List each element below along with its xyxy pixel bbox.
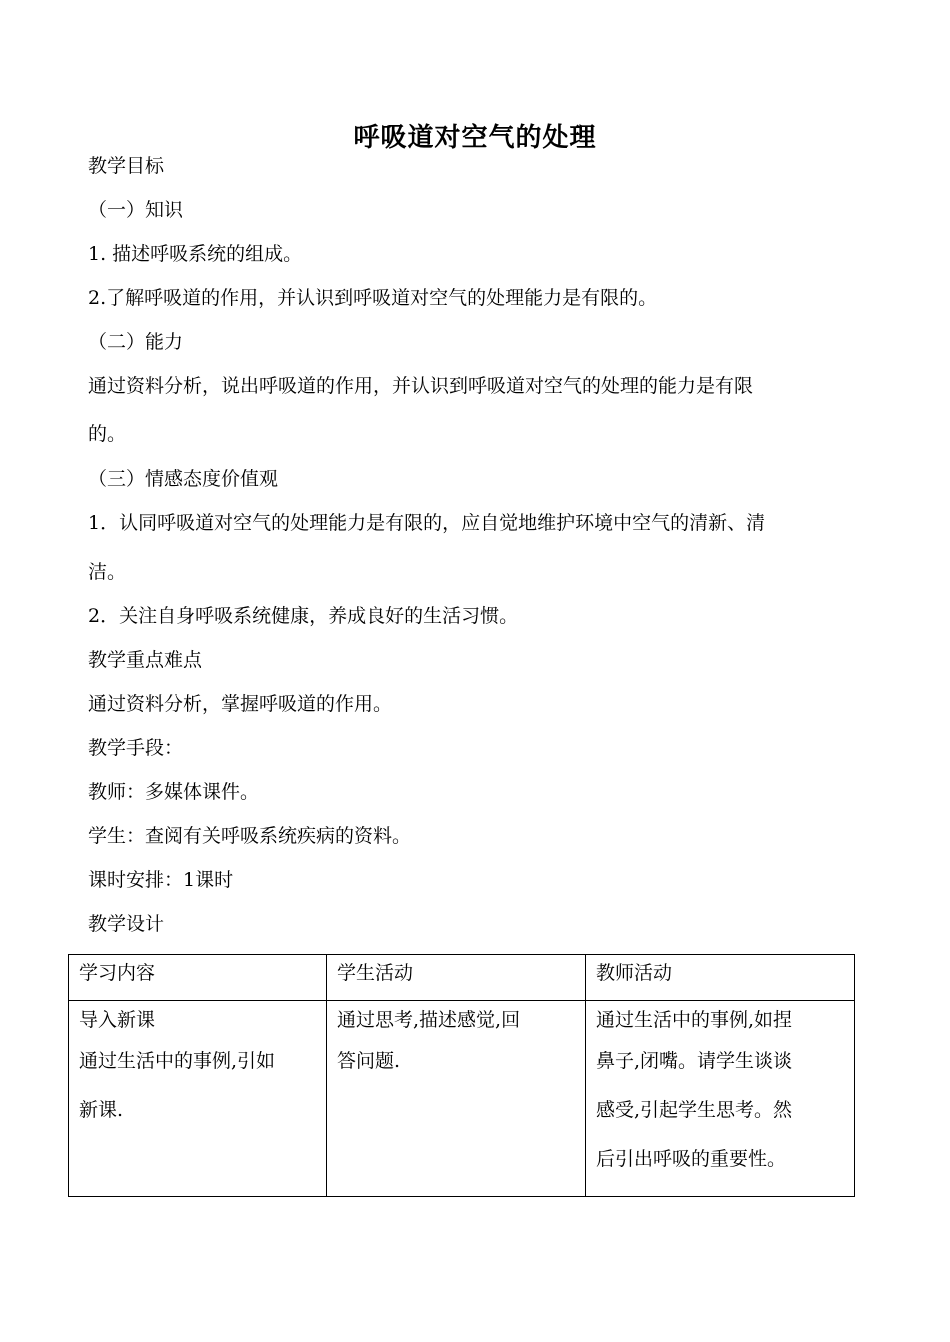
teaching-means-student: 学生：查阅有关呼吸系统疾病的资料。 [88, 825, 412, 847]
attitude-item-1-line-1: 1．认同呼吸道对空气的处理能力是有限的，应自觉地维护环境中空气的清新、清 [88, 512, 766, 534]
cell-text-line: 感受,引起学生思考。然 [596, 1099, 793, 1121]
class-hours: 课时安排：1课时 [88, 869, 234, 891]
attitude-item-2: 2．关注自身呼吸系统健康，养成良好的生活习惯。 [88, 605, 519, 627]
subsection-attitude: （三）情感态度价值观 [88, 468, 279, 490]
header-student-activity: 学生活动 [327, 955, 586, 1001]
attitude-item-1-line-2: 洁。 [88, 561, 127, 583]
document-title: 呼吸道对空气的处理 [353, 123, 597, 153]
teaching-means-teacher: 教师：多媒体课件。 [88, 781, 260, 803]
cell-text-line: 鼻子,闭嘴。请学生谈谈 [596, 1050, 793, 1072]
cell-text-line: 新课. [79, 1099, 124, 1121]
table-row [69, 1001, 855, 1197]
cell-text-line: 通过生活中的事例,引如 [79, 1050, 276, 1072]
subsection-ability: （二）能力 [88, 331, 184, 353]
cell-text-line: 导入新课 [79, 1009, 156, 1031]
cell-text-line: 通过生活中的事例,如捏 [596, 1009, 793, 1031]
header-learning-content: 学习内容 [69, 955, 327, 1001]
section-heading-key-points: 教学重点难点 [88, 649, 203, 671]
header-teacher-activity: 教师活动 [586, 955, 855, 1001]
knowledge-item-1: 1. 描述呼吸系统的组成。 [88, 243, 303, 265]
teaching-design-table [68, 954, 855, 1197]
cell-teacher-activity [586, 1001, 855, 1197]
ability-text-line-1: 通过资料分析，说出呼吸道的作用，并认识到呼吸道对空气的处理的能力是有限 [88, 375, 754, 397]
ability-text-line-2: 的。 [88, 423, 127, 445]
cell-learning-content [69, 1001, 327, 1197]
cell-text-line: 答问题. [337, 1050, 401, 1072]
knowledge-item-2: 2.了解呼吸道的作用，并认识到呼吸道对空气的处理能力是有限的。 [88, 287, 658, 309]
subsection-knowledge: （一）知识 [88, 199, 184, 221]
cell-text-line: 通过思考,描述感觉,回 [337, 1009, 521, 1031]
table-header-row [69, 955, 855, 1001]
cell-student-activity [327, 1001, 586, 1197]
section-heading-teaching-means: 教学手段： [88, 737, 184, 759]
key-points-text: 通过资料分析，掌握呼吸道的作用。 [88, 693, 393, 715]
section-heading-objectives: 教学目标 [88, 155, 165, 177]
section-heading-design: 教学设计 [88, 913, 165, 935]
cell-text-line: 后引出呼吸的重要性。 [596, 1148, 787, 1170]
